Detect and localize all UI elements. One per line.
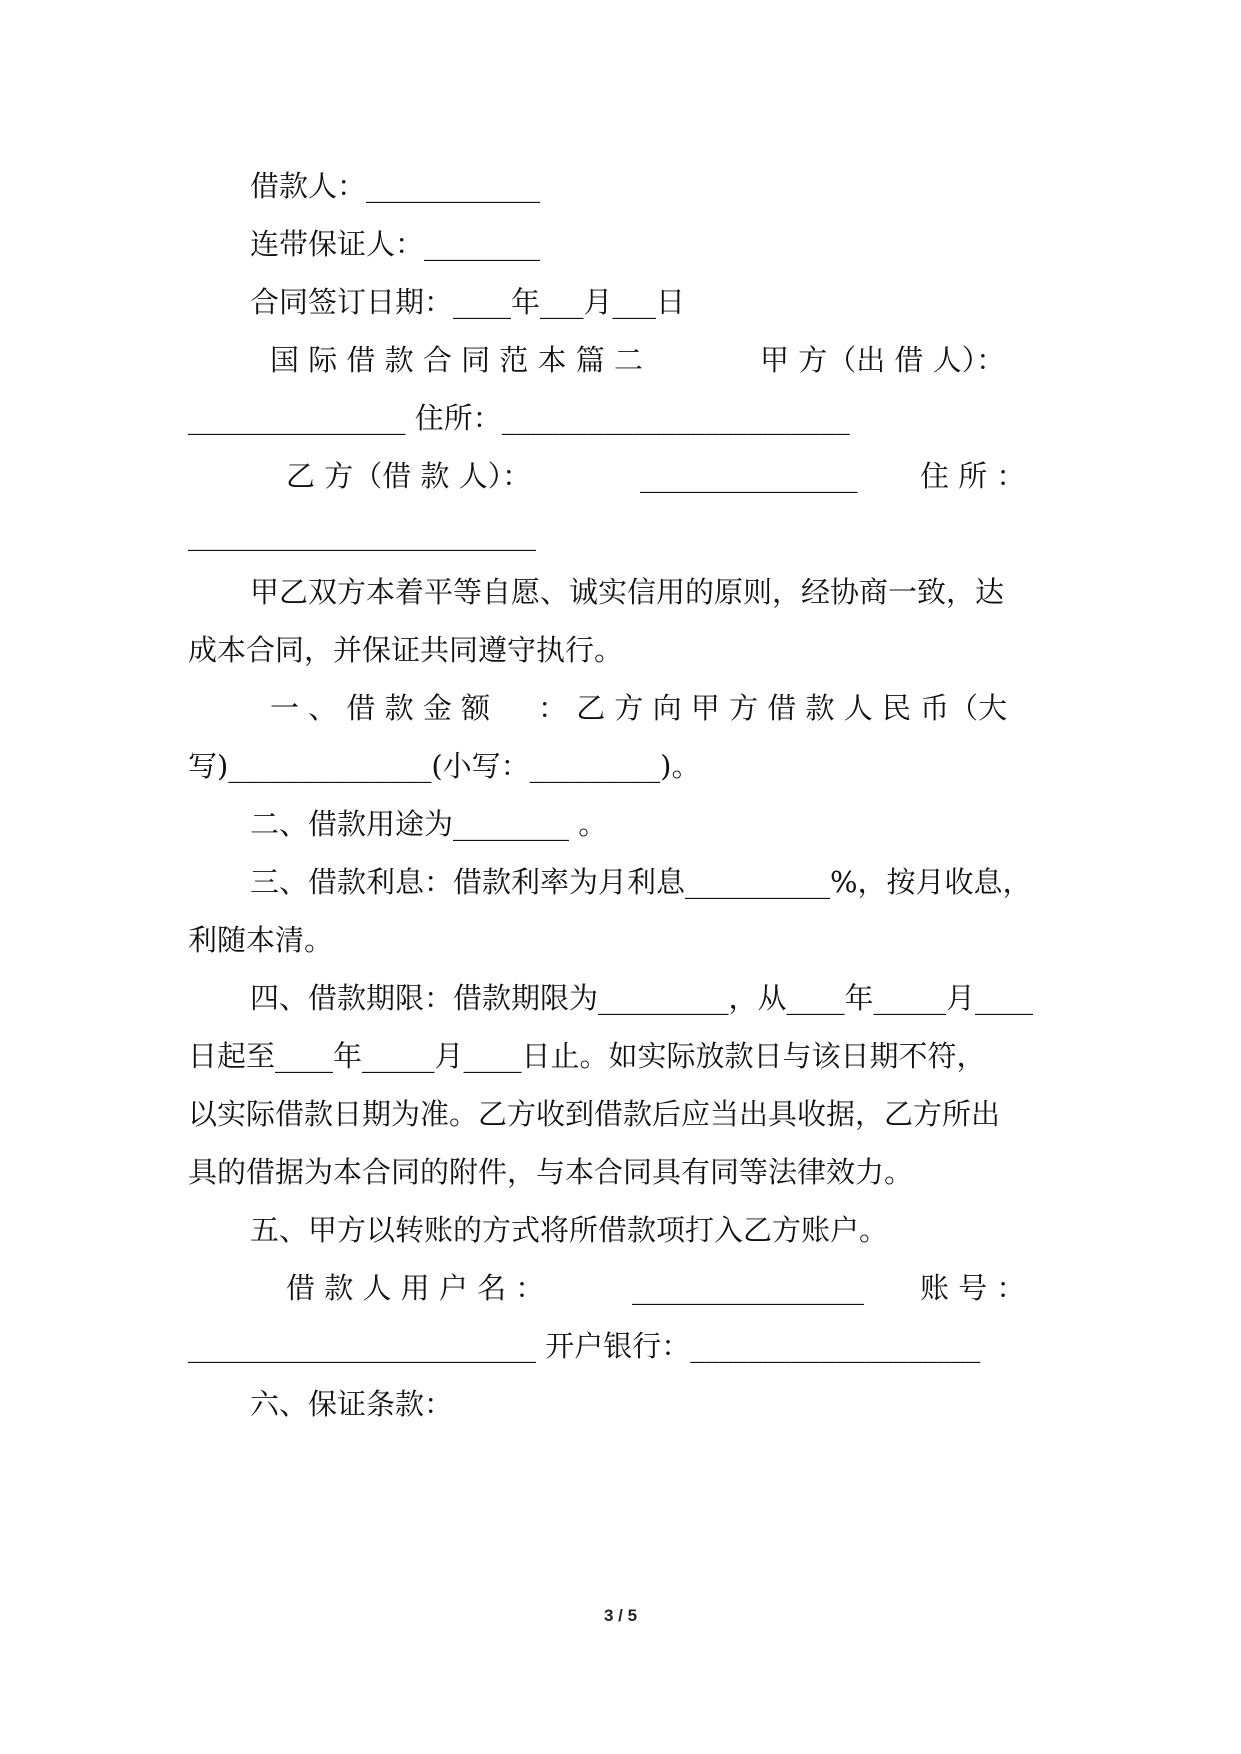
- clause-4-line-4: 具的借据为本合同的附件，与本合同具有同等法律效力。: [188, 1155, 914, 1189]
- party-b-label: 乙 方（借 款 人）：: [286, 459, 532, 493]
- clause-4-line-2: 日起至____年_____月____日止。如实际放款日与该日期不符，: [188, 1039, 986, 1073]
- party-b-blank: _______________: [640, 459, 858, 493]
- clause-4-line-3: 以实际借款日期为准。乙方收到借款后应当出具收据，乙方所出: [188, 1097, 1001, 1131]
- clause-6-title: 六、保证条款：: [250, 1387, 454, 1421]
- party-b-address-blank: ________________________: [188, 517, 536, 551]
- preamble-line-1: 甲乙双方本着平等自愿、诚实信用的原则，经协商一致，达: [250, 575, 1005, 609]
- clause-2: 二、借款用途为________ 。: [250, 807, 608, 841]
- account-name-label: 借 款 人 用 户 名 ：: [286, 1271, 545, 1305]
- preamble-line-2: 成本合同，并保证共同遵守执行。: [188, 633, 624, 667]
- clause-3-line-2: 利随本清。: [188, 923, 334, 957]
- page-number: 3 / 5: [603, 1606, 638, 1625]
- sign-date-line: 合同签订日期：____年___月___日: [250, 285, 686, 319]
- account-name-blank: ________________: [632, 1271, 864, 1305]
- clause-3-line-1: 三、借款利息：借款利率为月利息__________%，按月收息，: [250, 865, 1032, 899]
- borrower-line: 借款人：____________: [250, 169, 541, 203]
- clause-1-text: ： 乙 方 向 甲 方 借 款 人 民 币（大: [538, 691, 1008, 725]
- clause-1-title: 一 、 借 款 金 额: [270, 691, 491, 725]
- account-number-label: 账 号 ：: [920, 1271, 1026, 1305]
- party-b-address-label: 住 所 ：: [920, 459, 1026, 493]
- party-a-label: 甲 方（出 借 人）：: [760, 343, 1006, 377]
- party-a-address-line: _______________ 住所：________________________: [188, 401, 850, 435]
- bank-line: ________________________ 开户银行：____________________: [188, 1329, 981, 1363]
- clause-1-amount: 写)______________(小写：_________)。: [188, 749, 701, 783]
- guarantor-line: 连带保证人：________: [250, 227, 541, 261]
- section-title: 国 际 借 款 合 同 范 本 篇 二: [270, 343, 643, 377]
- clause-4-line-1: 四、借款期限：借款期限为_________，从____年_____月____: [250, 981, 1034, 1015]
- clause-5: 五、甲方以转账的方式将所借款项打入乙方账户。: [250, 1213, 889, 1247]
